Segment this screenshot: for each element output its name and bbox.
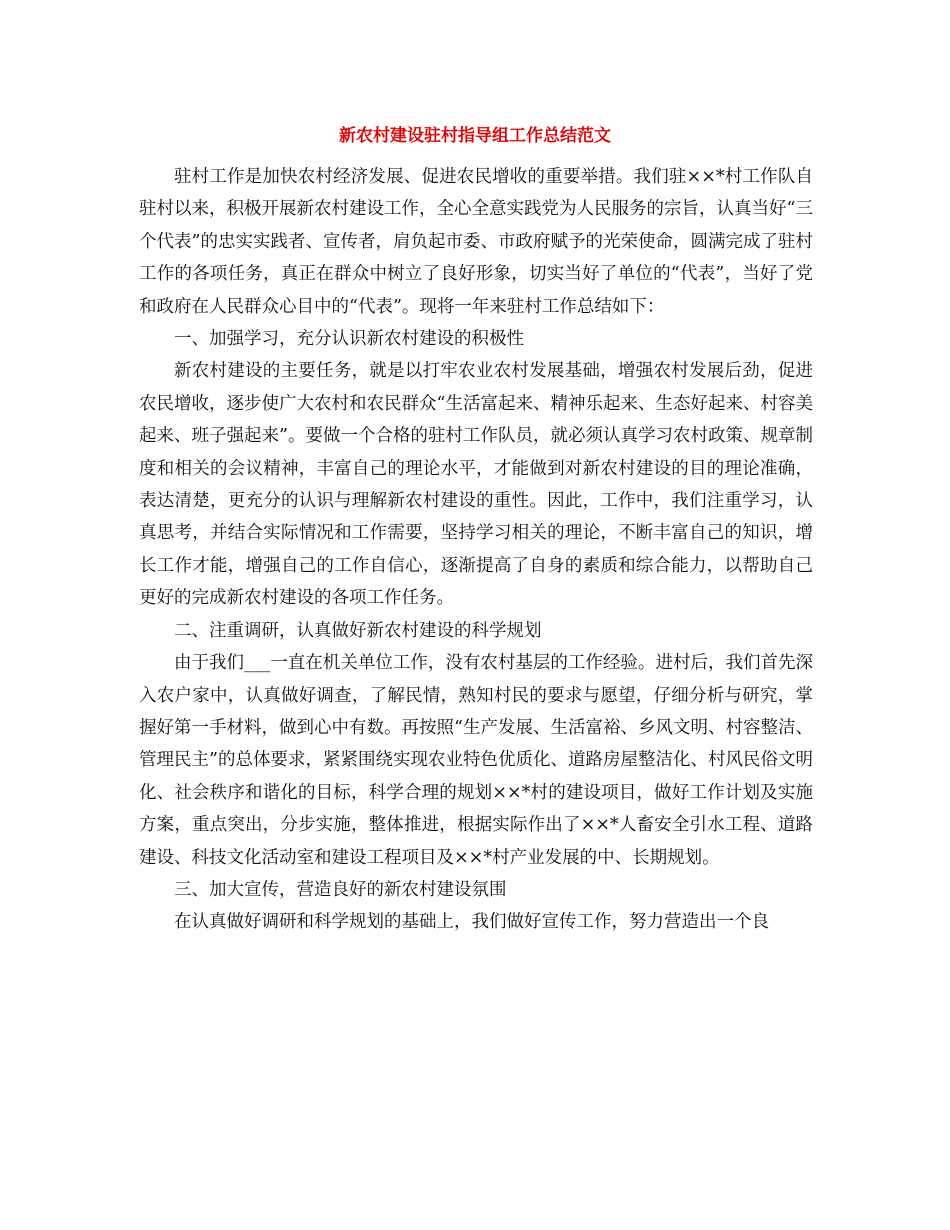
section-heading-2: 二、注重调研，认真做好新农村建设的科学规划 — [174, 620, 542, 641]
document-title: 新农村建设驻村指导组工作总结范文 — [339, 126, 611, 146]
document-body — [139, 161, 813, 939]
section-heading-1: 一、加强学习，充分认识新农村建设的积极性 — [174, 329, 524, 350]
section-heading-3: 三、加大宣传，营造良好的新农村建设氛围 — [174, 879, 507, 900]
paragraph-section-1: 新农村建设的主要任务，就是以打牢农业农村发展基础，增强农村发展后劲，促进农民增收，逐步使广大农村和农民群众“生活富起来、精神乐起来、生态好起来、村容美起来、班子强起来”。要做一个合格的驻村工作队员，就必须认真学习农村政策、规章制度和相关的会议精神，丰富自己的理论水平，才能做到对新农村建设的目的理论准确，表达清楚，更充分的认识与理解新农村建设的重性。因此，工作中，我们注重学习，认真思考，并结合实际情况和工作需要，坚持学习相关的理论，不断丰富自己的知识，增长工作才能，增强自己的工作自信心，逐渐提高了自身的素质和综合能力，以帮助自己更好的完成新农村建设的各项工作任务。 — [139, 361, 813, 609]
paragraph-section-2: 由于我们___一直在机关单位工作，没有农村基层的工作经验。进村后，我们首先深入农户家中，认真做好调查，了解民情，熟知村民的要求与愿望，仔细分析与研究，掌握好第一手材料，做到心中有数。再按照“生产发展、生活富裕、乡风文明、村容整洁、管理民主”的总体要求，紧紧围绕实现农业特色优质化、道路房屋整洁化、村风民俗文明化、社会秩序和谐化的目标，科学合理的规划××*村的建设项目，做好工作计划及实施方案，重点突出，分步实施，整体推进，根据实际作出了××*人畜安全引水工程、道路建设、科技文化活动室和建设工程项目及××*村产业发展的中、长期规划。 — [139, 653, 813, 868]
paragraph-intro: 驻村工作是加快农村经济发展、促进农民增收的重要举措。我们驻××*村工作队自驻村以来，积极开展新农村建设工作，全心全意实践党为人民服务的宗旨，认真当好“三个代表”的忠实实践者、宣传者，肩负起市委、市政府赋予的光荣使命，圆满完成了驻村工作的各项任务，真正在群众中树立了良好形象，切实当好了单位的“代表”，当好了党和政府在人民群众心目中的“代表”。现将一年来驻村工作总结如下： — [139, 167, 813, 317]
paragraph-section-3: 在认真做好调研和科学规划的基础上，我们做好宣传工作，努力营造出一个良 — [174, 912, 769, 933]
